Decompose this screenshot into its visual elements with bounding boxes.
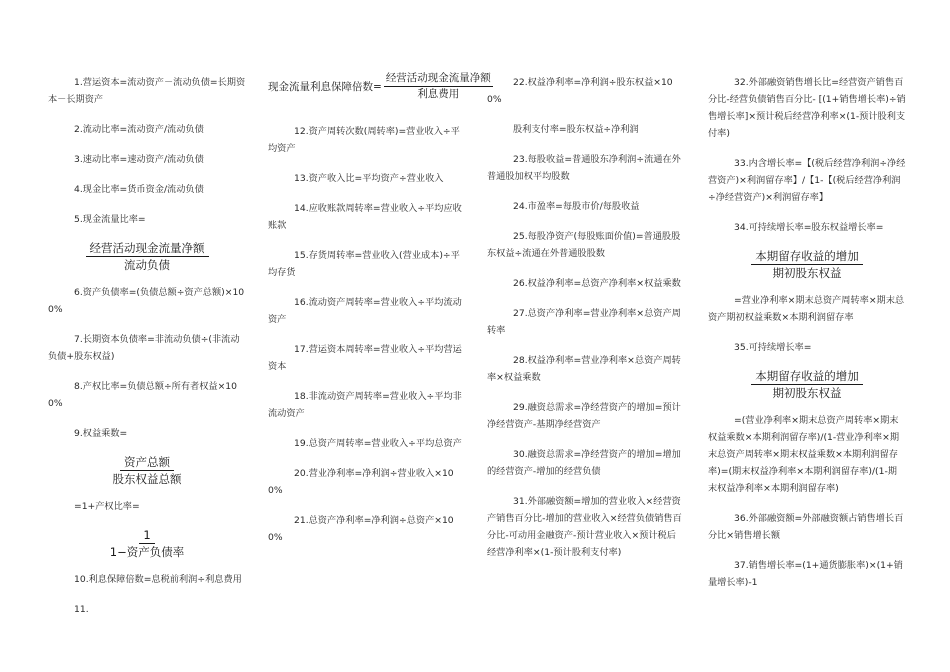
- formula-total-financing-need: 29.融资总需求=净经营资产的增加=预计净经营资产-基期净经营资产: [487, 402, 681, 430]
- formula-total-financing-need-alt: 30.融资总需求=净经营资产的增加=增加的经营资产-增加的经营负债: [487, 449, 681, 477]
- formula-sales-growth-rate: 37.销售增长率=(1+通货膨胀率)×(1+销量增长率)-1: [708, 560, 903, 588]
- formula-total-asset-turnover: 19.总资产周转率=营业收入÷平均总资产: [294, 438, 462, 449]
- column-2: [268, 72, 491, 559]
- formula-external-financing: 31.外部融资额=增加的营业收入×经营资产销售百分比-增加的营业收入×经营负债销售百分比-可动用金融资产-预计营业收入×预计税后经营净利率×(1-预计股利支付率): [487, 496, 682, 558]
- formula-roe-dupont: 26.权益净利率=总资产净利率×权益乘数: [513, 278, 681, 289]
- equity-multiplier-fraction: [48, 455, 246, 486]
- formula-interest-coverage: 10.利息保障倍数=息税前利润÷利息费用: [74, 574, 242, 585]
- formula-roe-dupont-full: 28.权益净利率=营业净利率×总资产周转率×权益乘数: [487, 355, 681, 383]
- formula-current-asset-turnover: 16.流动资产周转率=营业收入÷平均流动资产: [268, 297, 462, 325]
- fraction-denominator: 利息费用: [417, 88, 460, 100]
- formula-return-on-equity: 22.权益净利率=净利润÷股东权益×100%: [487, 77, 673, 105]
- formula-asset-turnover: 12.资产周转次数(周转率)=营业收入÷平均资产: [268, 126, 460, 154]
- formula-book-value-per-share: 25.每股净资产(每股账面价值)=普通股股东权益÷流通在外普通股股数: [487, 231, 681, 259]
- formula-net-profit-margin: 20.营业净利率=净利润÷营业收入×100%: [268, 468, 454, 496]
- column-1: [48, 74, 246, 631]
- formula-receivables-turnover: 14.应收账款周转率=营业收入÷平均应收账款: [268, 203, 462, 231]
- formula-current-ratio: 2.流动比率=流动资产/流动负债: [74, 124, 204, 135]
- fraction-denominator: 1−资产负债率: [109, 545, 185, 559]
- formula-item-11: 11.: [74, 604, 89, 615]
- formula-pe-ratio: 24.市盈率=每股市价/每股收益: [513, 201, 640, 212]
- formula-debt-ratio: 6.资产负债率=(负债总额÷资产总额)×100%: [48, 287, 245, 315]
- formula-long-term-debt-ratio: 7.长期资本负债率=非流动负债÷(非流动负债+股东权益): [48, 334, 240, 362]
- fraction-denominator: 股东权益总额: [112, 472, 182, 486]
- fraction-numerator: 本期留存收益的增加: [751, 249, 863, 265]
- formula-cash-flow-ratio: 5.现金流量比率=: [74, 214, 146, 225]
- formula-cash-ratio: 4.现金比率=货币资金/流动负债: [74, 184, 204, 195]
- fraction-denominator: 期初股东权益: [772, 386, 842, 400]
- formula-sustainable-growth: 34.可持续增长率=股东权益增长率=: [734, 222, 884, 233]
- fraction-numerator: 经营活动现金流量净额: [86, 241, 209, 257]
- equity-multiplier-fraction-alt: [48, 528, 246, 559]
- formula-working-capital: 1.营运资本=流动资产－流动负债=长期资本－长期资产: [48, 77, 246, 105]
- cash-flow-interest-coverage-formula: [268, 72, 491, 101]
- formula-payout-ratio: 股利支付率=股东权益÷净利润: [513, 124, 639, 135]
- formula-asset-income-ratio: 13.资产收入比=平均资产÷营业收入: [294, 173, 444, 184]
- sustainable-growth-fraction: [708, 249, 906, 280]
- fraction-denominator: 流动负债: [124, 258, 170, 272]
- cash-flow-ratio-fraction: [48, 241, 246, 272]
- formula-eps: 23.每股收益=普通股东净利润÷流通在外普通股加权平均股数: [487, 154, 681, 182]
- formula-equity-multiplier: 9.权益乘数=: [74, 428, 128, 439]
- sustainable-growth-fraction-2: [708, 369, 906, 400]
- formula-roa-dupont: 27.总资产净利率=营业净利率×总资产周转率: [487, 308, 681, 336]
- formula-sustainable-growth-expansion: =营业净利率×期末总资产周转率×期末总资产期初权益乘数×本期利润留存率: [708, 295, 905, 323]
- formula-quick-ratio: 3.速动比率=速动资产/流动负债: [74, 154, 204, 165]
- column-4: [708, 74, 906, 604]
- formula-sustainable-growth-2: 35.可持续增长率=: [734, 342, 812, 353]
- formula-equity-ratio: 8.产权比率=负债总额÷所有者权益×100%: [48, 381, 237, 409]
- formula-working-capital-turnover: 17.营运资本周转率=营业收入÷平均营运资本: [268, 344, 462, 372]
- formula-internal-growth-rate: 33.内含增长率=【(税后经营净利润÷净经营资产)×利润留存率】/【1-【(税后经营净利润÷净经营资产)×利润留存率】: [708, 158, 906, 203]
- formula-equity-multiplier-alt: =1+产权比率=: [74, 501, 140, 512]
- formula-return-on-assets: 21.总资产净利率=净利润÷总资产×100%: [268, 515, 454, 543]
- fraction-denominator: 期初股东权益: [772, 266, 842, 280]
- formula-external-financing-amount: 36.外部融资额=外部融资额占销售增长百分比×销售增长额: [708, 513, 904, 541]
- fraction-numerator: 资产总额: [120, 455, 174, 471]
- fraction-numerator: 1: [139, 528, 154, 544]
- column-3: [487, 74, 685, 574]
- formula-noncurrent-asset-turnover: 18.非流动资产周转率=营业收入÷平均非流动资产: [268, 391, 462, 419]
- formula-lhs: 现金流量利息保障倍数=: [268, 81, 382, 93]
- fraction-numerator: 本期留存收益的增加: [751, 369, 863, 385]
- formula-external-financing-ratio: 32.外部融资销售增长比=经营资产销售百分比-经营负债销售百分比- [(1+销售增长率)÷销售增长率]×预计税后经营净利率×(1-预计股利支付率): [708, 77, 906, 139]
- formula-inventory-turnover: 15.存货周转率=营业收入(营业成本)÷平均存货: [268, 250, 460, 278]
- fraction-numerator: 经营活动现金流量净额: [384, 72, 493, 87]
- formula-sustainable-growth-expansion-2: =(营业净利率×期末总资产周转率×期末权益乘数×本期利润留存率)/(1-营业净利率×期末总资产周转率×期末权益乘数×本期利润留存率)=(期末权益净利率×本期利润留存率)/(1-期末权益净利率×本期利润留存率): [708, 415, 900, 494]
